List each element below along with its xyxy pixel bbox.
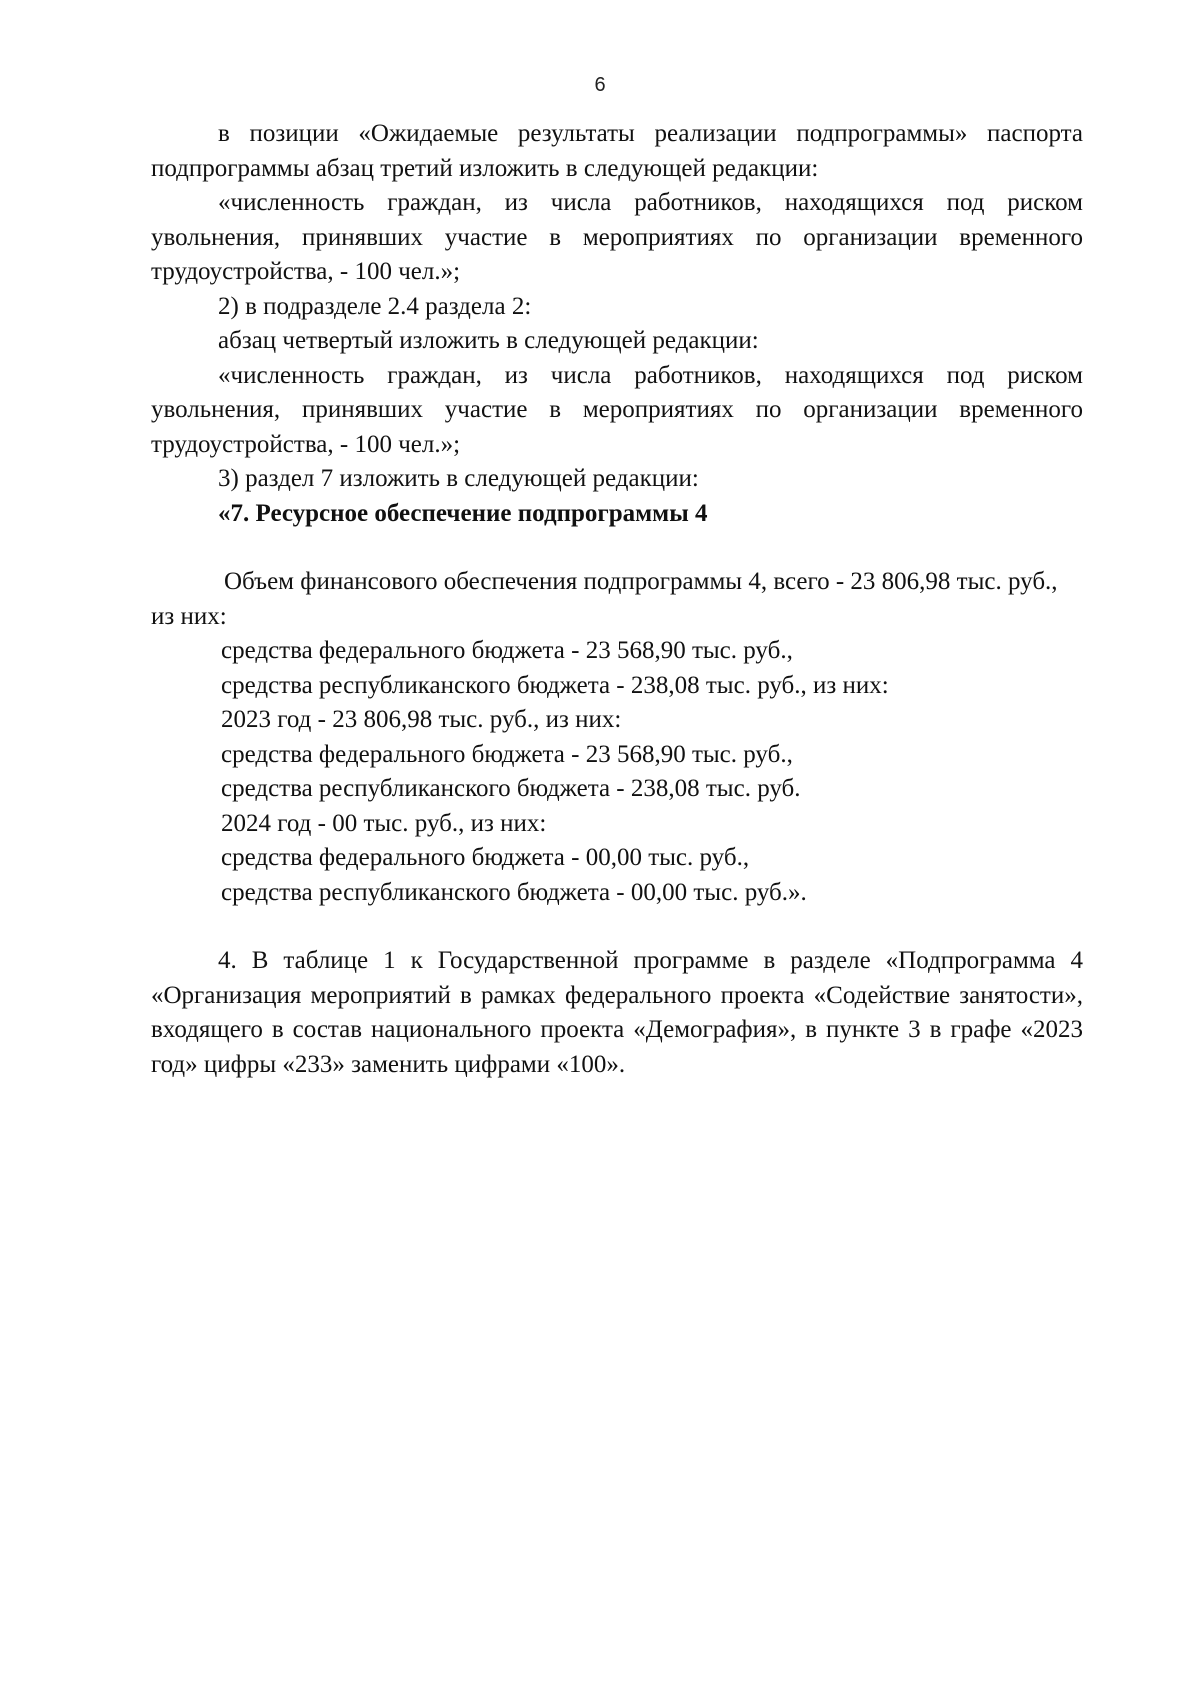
financing-line: средства республиканского бюджета - 238,08 тыс. руб.	[221, 775, 801, 802]
spacer	[151, 531, 1083, 565]
financing-line: средства федерального бюджета - 00,00 тыс. руб.,	[221, 844, 750, 871]
paragraph-quote-citizens-2: «численность граждан, из числа работников, находящихся под риском увольнения, принявших участие в мероприятиях по организации временного трудоустройства, - 100 чел.»;	[151, 361, 1083, 458]
financing-line: средства республиканского бюджета - 00,00 тыс. руб.».	[221, 878, 807, 906]
financing-line: средства федерального бюджета - 23 568,90 тыс. руб.,	[221, 740, 793, 768]
section-heading: «7. Ресурсное обеспечение подпрограммы 4	[218, 499, 708, 527]
financing-line: средства федерального бюджета - 23 568,90 тыс. руб.,	[221, 637, 793, 664]
paragraph-subsection-2-4: 2) в подразделе 2.4 раздела 2:	[218, 292, 532, 320]
financing-line: 2024 год - 00 тыс. руб., из них:	[221, 809, 547, 837]
paragraph-quote-citizens-1: «численность граждан, из числа работников, находящихся под риском увольнения, принявших участие в мероприятиях по организации временного трудоустройства, - 100 чел.»;	[151, 189, 1083, 285]
document-body	[151, 117, 1083, 1082]
financing-line: средства республиканского бюджета - 238,08 тыс. руб., из них:	[221, 671, 889, 699]
paragraph-fourth-paragraph: абзац четвертый изложить в следующей редакции:	[218, 327, 759, 354]
page-number: 6	[594, 74, 606, 96]
financing-line: 2023 год - 23 806,98 тыс. руб., из них:	[221, 706, 622, 733]
paragraph-item-4: 4. В таблице 1 к Государственной программе в разделе «Подпрограмма 4 «Организация мероприятий в рамках федерального проекта «Содействие занятости», входящего в состав национального проекта «Демография», в пункте 3 в графе «2023 год» цифры «233» заменить цифрами «100».	[151, 947, 1083, 1078]
paragraph-section-7: 3) раздел 7 изложить в следующей редакции:	[218, 465, 699, 492]
paragraph-expected-results: в позиции «Ожидаемые результаты реализации подпрограммы» паспорта подпрограммы абзац третий изложить в следующей редакции:	[151, 120, 1083, 182]
spacer	[151, 910, 1083, 944]
financing-intro: Объем финансового обеспечения подпрограммы 4, всего - 23 806,98 тыс. руб., из них:	[151, 568, 1058, 630]
